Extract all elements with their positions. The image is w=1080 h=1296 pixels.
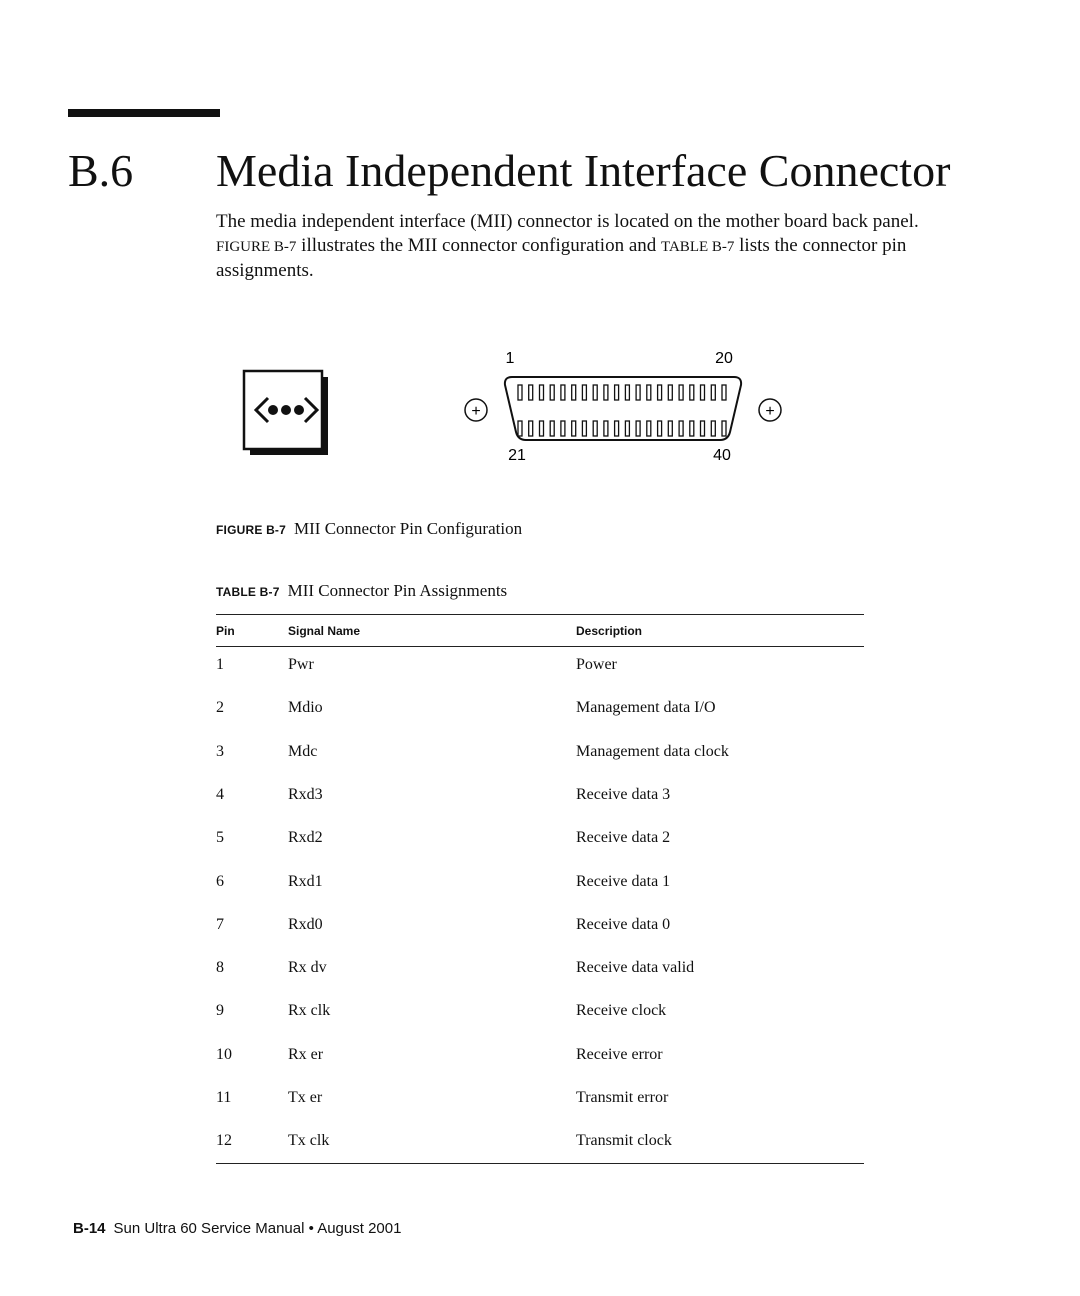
bottom-pin — [550, 421, 554, 436]
signal-name-cell: Rx dv — [288, 959, 327, 977]
pin-cell: 2 — [216, 699, 224, 717]
pin-cell: 4 — [216, 785, 224, 803]
intro-text-3: lists the connector pin assignments. — [216, 235, 907, 281]
top-pin — [690, 385, 694, 400]
table-bottom-rule — [216, 1163, 864, 1164]
figure-reference[interactable]: FIGURE B-7 — [216, 239, 297, 255]
mii-port-icon — [244, 371, 328, 455]
bottom-pin — [647, 421, 651, 436]
pin-cell: 11 — [216, 1089, 232, 1106]
table-top-rule — [216, 614, 864, 615]
signal-name-cell: Rx er — [288, 1045, 324, 1063]
pin-cell: 7 — [216, 915, 224, 933]
signal-name-cell: Tx clk — [288, 1132, 330, 1150]
figure-caption-tag: FIGURE B-7 — [216, 523, 287, 537]
pin-cell: 10 — [216, 1045, 232, 1063]
signal-name-cell: Mdio — [288, 699, 323, 717]
bottom-pin — [668, 421, 672, 436]
figure-caption — [216, 519, 522, 540]
table-row — [216, 1001, 864, 1044]
right-screw-icon — [759, 399, 781, 421]
section-number: B.6 — [68, 145, 134, 196]
left-screw-icon — [465, 399, 487, 421]
top-pin — [658, 385, 662, 400]
description-cell: Management data clock — [576, 742, 729, 760]
signal-name-cell: Rx clk — [288, 1002, 331, 1020]
description-cell: Transmit error — [576, 1089, 669, 1106]
bottom-pin — [679, 421, 683, 436]
pin-cell: 3 — [216, 742, 224, 760]
bottom-pin — [529, 421, 533, 436]
bottom-pin — [711, 421, 715, 436]
table-caption-tag: TABLE B-7 — [216, 585, 280, 599]
description-cell: Power — [576, 656, 617, 673]
description-cell: Receive data 3 — [576, 785, 671, 803]
signal-name-cell: Mdc — [288, 742, 318, 760]
top-pin — [561, 385, 565, 400]
pin-cell: 9 — [216, 1002, 224, 1020]
pin-cell: 8 — [216, 959, 224, 977]
bottom-pin — [540, 421, 544, 436]
description-cell: Receive data 0 — [576, 915, 671, 933]
bottom-pin — [658, 421, 662, 436]
pin-cell: 12 — [216, 1132, 232, 1150]
pin-cell: 6 — [216, 872, 224, 890]
top-pin — [647, 385, 651, 400]
bottom-pin — [625, 421, 629, 436]
left-screw-symbol: + — [471, 403, 481, 420]
top-pin — [593, 385, 597, 400]
top-pin — [615, 385, 619, 400]
bottom-pin — [615, 421, 619, 436]
bottom-pin — [572, 421, 576, 436]
bottom-pin — [604, 421, 608, 436]
intro-text-2: illustrates the MII connector configuration and — [296, 235, 662, 256]
signal-name-cell: Rxd2 — [288, 829, 323, 847]
table-row — [216, 655, 864, 698]
description-cell: Transmit clock — [576, 1132, 672, 1150]
top-pin — [636, 385, 640, 400]
table-caption-text: MII Connector Pin Assignments — [287, 581, 508, 600]
top-pin — [518, 385, 522, 400]
table-reference[interactable]: TABLE B-7 — [661, 239, 735, 255]
mii-connector-figure — [0, 0, 1080, 500]
table-row — [216, 742, 864, 785]
top-pin — [572, 385, 576, 400]
table-row — [216, 1045, 864, 1088]
table-caption — [216, 581, 507, 602]
intro-text-1: The media independent interface (MII) connector is located on the mother board back panel. — [216, 211, 919, 232]
bottom-pin — [561, 421, 565, 436]
table-row — [216, 698, 864, 741]
pin-label-1: 1 — [505, 350, 515, 367]
top-pin — [550, 385, 554, 400]
pin-cell: 5 — [216, 829, 224, 847]
top-pin — [722, 385, 726, 400]
table-row — [216, 958, 864, 1001]
pin-label-20: 20 — [715, 350, 733, 367]
page-number: B-14 — [73, 1220, 106, 1237]
table-row — [216, 915, 864, 958]
top-pin — [711, 385, 715, 400]
description-cell: Receive error — [576, 1045, 663, 1063]
top-pin — [604, 385, 608, 400]
signal-name-cell: Pwr — [288, 656, 314, 673]
description-cell: Management data I/O — [576, 699, 716, 717]
signal-name-cell: Rxd0 — [288, 915, 323, 933]
description-cell: Receive data 2 — [576, 829, 671, 847]
table-row — [216, 785, 864, 828]
table-row — [216, 828, 864, 871]
description-cell: Receive clock — [576, 1002, 667, 1020]
top-pin — [625, 385, 629, 400]
table-row — [216, 1131, 864, 1174]
top-pin — [582, 385, 586, 400]
top-pin — [701, 385, 705, 400]
table-row — [216, 1088, 864, 1131]
bottom-pin — [690, 421, 694, 436]
bottom-pin — [593, 421, 597, 436]
pin-label-40: 40 — [713, 447, 731, 464]
top-pin — [529, 385, 533, 400]
figure-caption-text: MII Connector Pin Configuration — [294, 519, 523, 538]
header-signal-name: Signal Name — [288, 624, 361, 638]
bottom-pin — [722, 421, 726, 436]
top-pin — [540, 385, 544, 400]
bottom-pin — [636, 421, 640, 436]
pin-cell: 1 — [216, 656, 224, 673]
right-screw-symbol: + — [765, 403, 775, 420]
table-header-rule — [216, 646, 864, 647]
top-pin — [679, 385, 683, 400]
footer-text: Sun Ultra 60 Service Manual • August 2001 — [113, 1220, 402, 1237]
description-cell: Receive data 1 — [576, 872, 671, 890]
bottom-pin — [701, 421, 705, 436]
bottom-pin — [582, 421, 586, 436]
top-pin — [668, 385, 672, 400]
section-title: Media Independent Interface Connector — [216, 145, 951, 196]
signal-name-cell: Rxd3 — [288, 785, 323, 803]
description-cell: Receive data valid — [576, 959, 695, 977]
page-footer — [73, 1220, 401, 1237]
table-row — [216, 872, 864, 915]
header-description: Description — [576, 624, 643, 638]
bottom-pin — [518, 421, 522, 436]
pin-label-21: 21 — [508, 447, 526, 464]
signal-name-cell: Rxd1 — [288, 872, 323, 890]
signal-name-cell: Tx er — [288, 1089, 323, 1106]
header-pin: Pin — [216, 624, 235, 638]
